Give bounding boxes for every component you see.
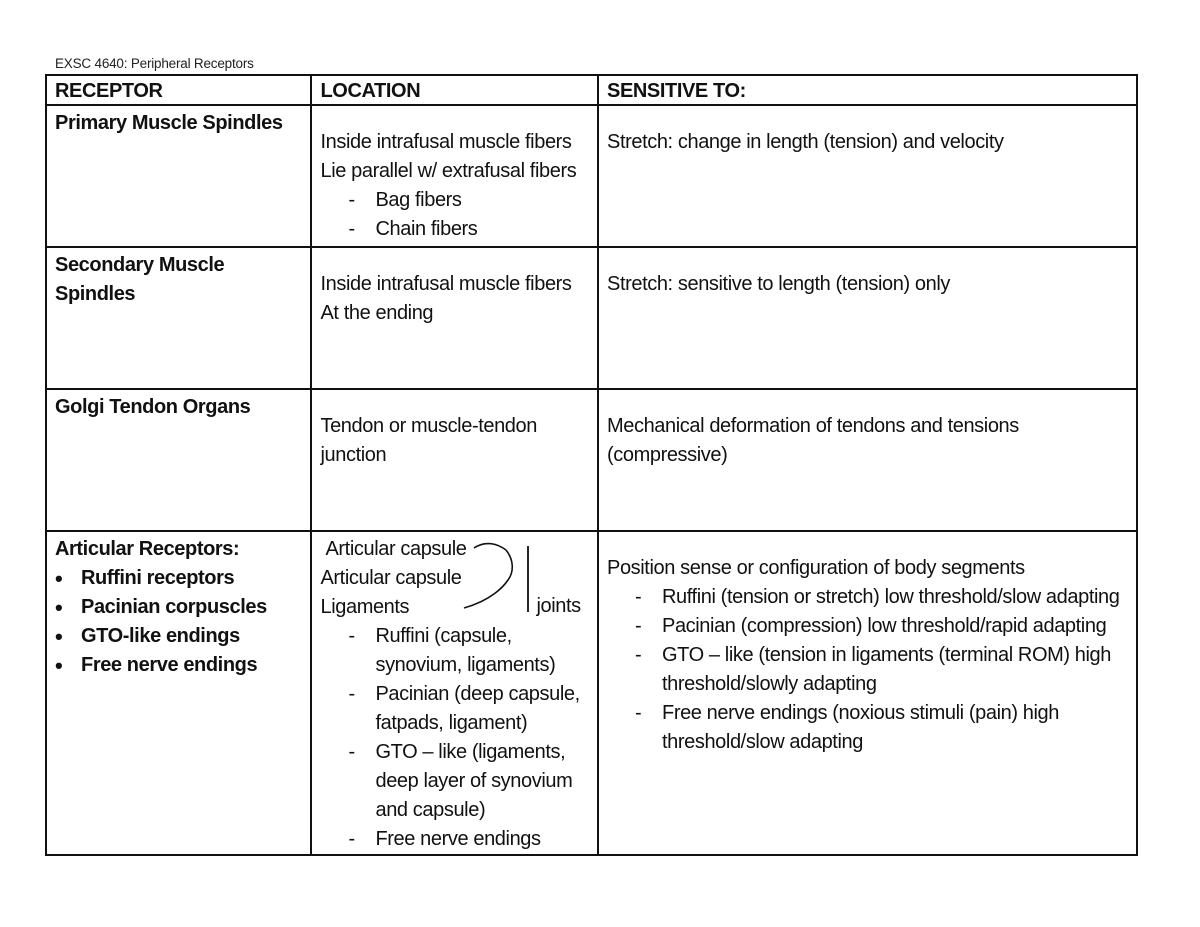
location-line: Articular capsule xyxy=(325,538,467,560)
sensitive-cell xyxy=(598,247,1137,389)
location-line: Inside intrafusal muscle fibers xyxy=(320,131,572,153)
sensitive-text: Mechanical deformation of tendons and tensions (compressive) xyxy=(607,415,1019,466)
location-line: Ligaments xyxy=(320,596,410,618)
sensitive-text: Stretch: sensitive to length (tension) only xyxy=(607,273,950,295)
header-receptor: RECEPTOR xyxy=(46,75,311,105)
location-cell xyxy=(311,105,598,247)
location-cell xyxy=(311,247,598,389)
receptor-subitem: • GTO-like endings xyxy=(55,622,310,651)
joints-brace-icon xyxy=(462,538,542,618)
document-title: EXSC 4640: Peripheral Receptors xyxy=(55,56,254,71)
receptor-name: Primary Muscle Spindles xyxy=(55,112,283,134)
location-subitem: - Chain fibers xyxy=(348,215,591,244)
location-cell xyxy=(311,531,598,855)
receptor-cell xyxy=(46,389,311,531)
receptor-cell xyxy=(46,105,311,247)
table-row xyxy=(46,531,1137,855)
receptor-subitem: • Ruffini receptors xyxy=(55,564,310,593)
sensitive-subitem: - Free nerve endings (noxious stimuli (pain) high threshold/slow adapting xyxy=(635,699,1130,757)
header-location: LOCATION xyxy=(311,75,598,105)
location-line: Lie parallel w/ extrafusal fibers xyxy=(320,160,577,182)
receptor-name: Secondary Muscle Spindles xyxy=(55,254,225,305)
receptor-subitem: • Pacinian corpuscles xyxy=(55,593,310,622)
sensitive-cell xyxy=(598,389,1137,531)
table-row xyxy=(46,105,1137,247)
receptor-cell xyxy=(46,247,311,389)
sensitive-cell xyxy=(598,105,1137,247)
sensitive-subitem: - GTO – like (tension in ligaments (terminal ROM) high threshold/slowly adapting xyxy=(635,641,1130,699)
location-subitem: - GTO – like (ligaments, deep layer of synovium and capsule) xyxy=(348,738,591,825)
location-subitem: - Bag fibers xyxy=(348,186,591,215)
receptor-name: Golgi Tendon Organs xyxy=(55,396,251,418)
joints-label: joints xyxy=(536,595,581,617)
receptor-cell xyxy=(46,531,311,855)
sensitive-text: Position sense or configuration of body segments xyxy=(607,557,1025,579)
location-line: Tendon or muscle-tendon junction xyxy=(320,415,537,466)
location-cell xyxy=(311,389,598,531)
location-line: At the ending xyxy=(320,302,434,324)
table-row xyxy=(46,389,1137,531)
sensitive-cell xyxy=(598,531,1137,855)
receptor-table xyxy=(45,74,1138,856)
table-row xyxy=(46,247,1137,389)
location-subitem: - Ruffini (capsule, synovium, ligaments) xyxy=(348,622,591,680)
header-sensitive-to: SENSITIVE TO: xyxy=(598,75,1137,105)
receptor-subitem: • Free nerve endings xyxy=(55,651,310,680)
location-line: Articular capsule xyxy=(320,567,462,589)
receptor-name: Articular Receptors: xyxy=(55,538,240,560)
location-subitem: - Free nerve endings xyxy=(348,825,591,854)
sensitive-subitem: - Pacinian (compression) low threshold/rapid adapting xyxy=(635,612,1130,641)
sensitive-subitem: - Ruffini (tension or stretch) low threshold/slow adapting xyxy=(635,583,1130,612)
sensitive-text: Stretch: change in length (tension) and velocity xyxy=(607,131,1004,153)
location-line: Inside intrafusal muscle fibers xyxy=(320,273,572,295)
header-row xyxy=(46,75,1137,105)
location-subitem: - Pacinian (deep capsule, fatpads, ligament) xyxy=(348,680,591,738)
